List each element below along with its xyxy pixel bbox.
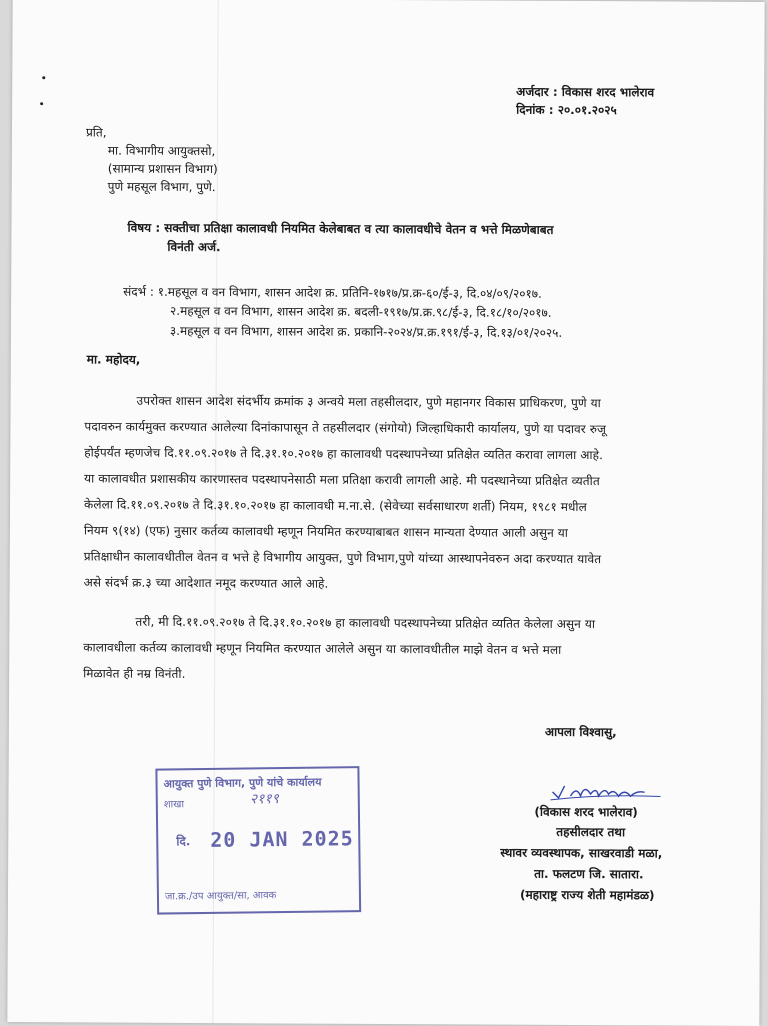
closing-name: (विकास शरद भालेराव)	[534, 804, 638, 820]
scan-speck	[40, 102, 43, 105]
body-p1-line: पदावरुन कार्यमुक्त करण्यात आलेल्या दिनांकापासून ते तहसीलदार (संगोयो) जिल्हाधिकारी कार्यालय, पुणे या पदावर रुजू	[84, 419, 607, 437]
reference-1: संदर्भ : १.महसूल व वन विभाग, शासन आदेश क्र. प्रतिनि-१७१७/प्र.क्र-६०/ई-३, दि.०४/०९/२०१७.	[123, 284, 542, 301]
closing-designation4: (महाराष्ट्र राज्य शेती महामंडळ)	[519, 887, 655, 903]
inward-stamp	[155, 766, 361, 914]
stamp-date-label: दि.	[176, 834, 191, 849]
body-p1-line: होईपर्यंत म्हणजेच दि.११.०९.२०१७ ते दि.३१.१०.२०१७ हा कालावधी पदस्थापनेच्या प्रतिक्षेत व्यतित करावा लागला आहे.	[84, 445, 604, 463]
stamp-date: 20 JAN 2025	[210, 826, 354, 852]
recipient-line2: (सामान्य प्रशासन विभाग)	[107, 161, 218, 177]
stamp-branch: शाखा	[163, 799, 185, 811]
body-p1-line: प्रतिक्षाधीन कालावधीतील वेतन व भत्ते हे विभागीय आयुक्त, पुणे विभाग,पुणे यांच्या आस्थापनेवरुन अदा करण्यात यावेत	[83, 549, 602, 567]
subject-line2: विनंती अर्ज.	[167, 239, 221, 255]
recipient-prati: प्रति,	[85, 125, 107, 140]
body-p1-line: केलेला दि.११.०९.२०१७ ते दि.३१.१०.२०१७ हा कालावधी म.ना.से. (सेवेच्या सर्वसाधारण शर्ती) नियम, १९८१ मधील	[83, 497, 587, 515]
reference-3: ३.महसूल व वन विभाग, शासन आदेश क्र. प्रकानि-२०२४/प्र.क्र.१९१/ई-३, दि.१३/०१/२०२५.	[169, 323, 563, 340]
letter-page	[7, 0, 764, 1026]
closing-designation3: ता. फलटण जि. सातारा.	[534, 866, 644, 882]
closing-designation1: तहसीलदार तथा	[556, 824, 626, 840]
body-p1-line: या कालावधीत प्रशासकीय कारणास्तव पदस्थापनेसाठी मला प्रतिक्षा करावी लागली आहे. मी पदस्थानेच्या प्रतिक्षेत व्यतीत	[84, 471, 600, 489]
signature-scribble	[548, 778, 668, 805]
stamp-header: आयुक्त पुणे विभाग, पुणे यांचे कार्यालय	[163, 775, 322, 791]
body-p2-line: तरी, मी दि.११.०९.२०१७ ते दि.३१.१०.२०१७ हा कालावधी पदस्थापनेच्या प्रतिक्षेत व्यतित केलेला असुन या	[135, 614, 596, 632]
scan-speck	[42, 76, 45, 79]
body-p1-line: नियम ९(१४) (एफ) नुसार कर्तव्य कालावधी म्हणून नियमित करण्याबाबत शासन मान्यता देण्यात आली असुन या	[83, 523, 569, 540]
body-p2-line: मिळावेत ही नम्र विनंती.	[83, 666, 186, 681]
salutation: मा. महोदय,	[86, 352, 141, 367]
applicant-line: अर्जदार : विकास शरद भालेराव	[516, 84, 655, 100]
body-p1-line: उपरोक्त शासन आदेश संदर्भीय क्रमांक ३ अन्वये मला तहसीलदार, पुणे महानगर विकास प्राधिकरण, पुणे या	[136, 393, 601, 411]
recipient-line3: पुणे महसूल विभाग, पुणे.	[107, 179, 216, 195]
stamp-inward-number: २११९	[249, 791, 279, 808]
date-line: दिनांक : २०.०१.२०२५	[516, 102, 617, 118]
stamp-footer: जा.क्र./उप आयुक्त/सा, आवक	[164, 890, 277, 903]
subject-line1: विषय : सक्तीचा प्रतिक्षा कालावधी नियमित केलेबाबत व त्या कालावधीचे वेतन व भत्ते मिळणेबाबत	[127, 220, 554, 237]
recipient-line1: मा. विभागीय आयुक्तसो,	[107, 143, 216, 159]
closing-yours: आपला विश्वासु,	[544, 724, 617, 740]
closing-designation2: स्थावर व्यवस्थापक, साखरवाडी मळा,	[500, 845, 663, 861]
body-p2-line: कालावधीला कर्तव्य कालावधी म्हणून नियमित करण्यात आलेले असुन या कालावधीतील माझे वेतन व भत्ते मला	[83, 640, 562, 657]
reference-2: २.महसूल व वन विभाग, शासन आदेश क्र. बदली-१९१७/प्र.क्र.९८/ई-३, दि.१८/१०/२०१७.	[170, 303, 552, 320]
body-p1-line: असे संदर्भ क्र.३ च्या आदेशात नमूद करण्यात आले आहे.	[83, 575, 329, 591]
